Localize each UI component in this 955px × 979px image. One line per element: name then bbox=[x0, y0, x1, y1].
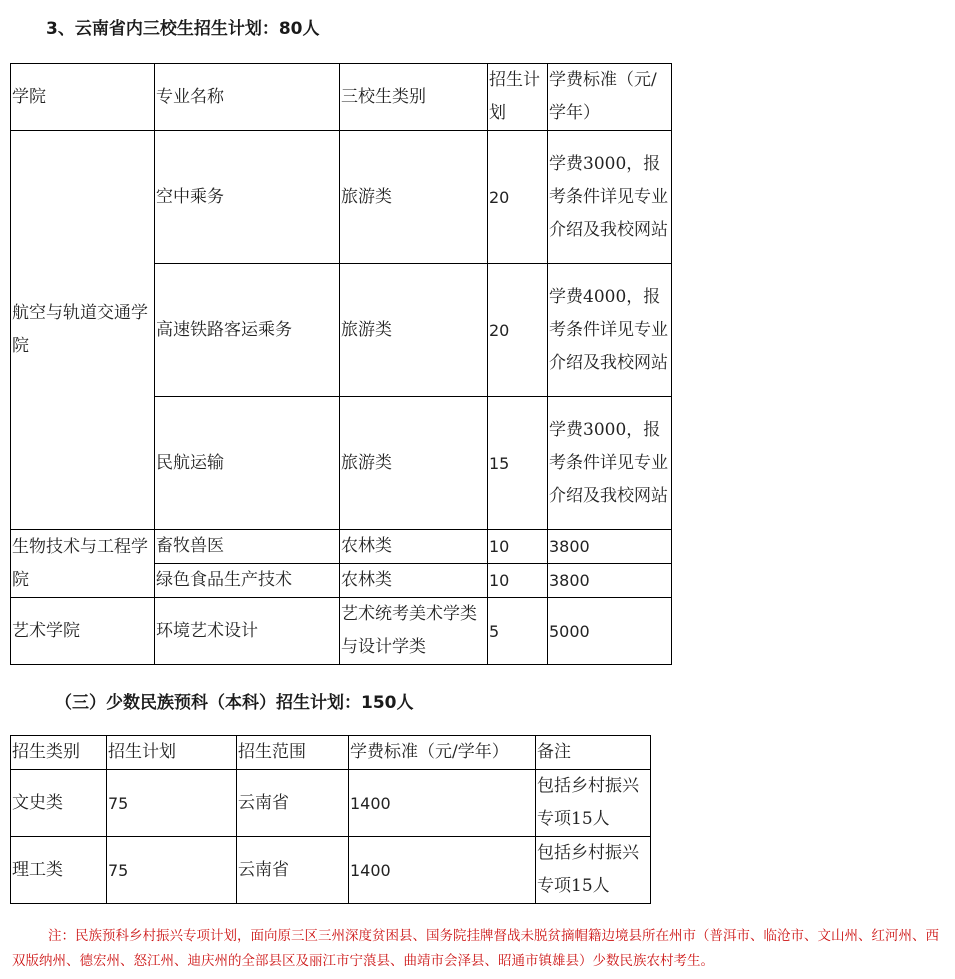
header-category: 三校生类别 bbox=[340, 64, 488, 131]
table-header-row bbox=[11, 64, 672, 131]
major-cell: 民航运输 bbox=[155, 397, 340, 530]
header-college: 学院 bbox=[11, 64, 155, 131]
plan-cell: 15 bbox=[488, 397, 548, 530]
fee-cell: 3800 bbox=[548, 564, 672, 598]
header-type: 招生类别 bbox=[11, 736, 107, 770]
table-row bbox=[11, 770, 651, 837]
header-remark: 备注 bbox=[536, 736, 651, 770]
college-cell: 航空与轨道交通学院 bbox=[11, 131, 155, 530]
header-plan: 招生计划 bbox=[488, 64, 548, 131]
header-fee: 学费标准（元/学年） bbox=[548, 64, 672, 131]
plan-cell: 20 bbox=[488, 264, 548, 397]
fee-cell: 5000 bbox=[548, 598, 672, 665]
plan-cell: 5 bbox=[488, 598, 548, 665]
range-cell: 云南省 bbox=[237, 770, 349, 837]
major-cell: 绿色食品生产技术 bbox=[155, 564, 340, 598]
table-row bbox=[11, 131, 672, 264]
footnote: 注：民族预科乡村振兴专项计划，面向原三区三州深度贫困县、国务院挂牌督战未脱贫摘帽籍边境县所在州市（普洱市、临沧市、文山州、红河州、西双版纳州、德宏州、怒江州、迪庆州的全部县区及丽江市宁蒗县、曲靖市会泽县、昭通市镇雄县）少数民族农村考生。 bbox=[12, 928, 939, 969]
plan-cell: 10 bbox=[488, 530, 548, 564]
table-row bbox=[11, 530, 672, 564]
fee-cell: 学费3000，报考条件详见专业介绍及我校网站 bbox=[548, 397, 672, 530]
minority-plan-table bbox=[10, 735, 651, 904]
major-cell: 高速铁路客运乘务 bbox=[155, 264, 340, 397]
header-range: 招生范围 bbox=[237, 736, 349, 770]
category-cell: 农林类 bbox=[340, 564, 488, 598]
category-cell: 旅游类 bbox=[340, 131, 488, 264]
plan-cell: 75 bbox=[107, 837, 237, 904]
category-cell: 农林类 bbox=[340, 530, 488, 564]
college-cell: 生物技术与工程学院 bbox=[11, 530, 155, 598]
type-cell: 文史类 bbox=[11, 770, 107, 837]
type-cell: 理工类 bbox=[11, 837, 107, 904]
major-cell: 畜牧兽医 bbox=[155, 530, 340, 564]
table-row bbox=[11, 598, 672, 665]
plan-cell: 75 bbox=[107, 770, 237, 837]
three-school-plan-table bbox=[10, 63, 672, 665]
remark-cell: 包括乡村振兴专项15人 bbox=[536, 770, 651, 837]
range-cell: 云南省 bbox=[237, 837, 349, 904]
category-cell: 艺术统考美术学类与设计学类 bbox=[340, 598, 488, 665]
minority-section-title: （三）少数民族预科（本科）招生计划：150人 bbox=[55, 693, 414, 713]
fee-cell: 1400 bbox=[349, 770, 536, 837]
remark-cell: 包括乡村振兴专项15人 bbox=[536, 837, 651, 904]
major-cell: 环境艺术设计 bbox=[155, 598, 340, 665]
category-cell: 旅游类 bbox=[340, 397, 488, 530]
fee-cell: 学费4000，报考条件详见专业介绍及我校网站 bbox=[548, 264, 672, 397]
fee-cell: 3800 bbox=[548, 530, 672, 564]
fee-cell: 学费3000，报考条件详见专业介绍及我校网站 bbox=[548, 131, 672, 264]
plan-cell: 20 bbox=[488, 131, 548, 264]
table-header-row bbox=[11, 736, 651, 770]
table-row bbox=[11, 837, 651, 904]
college-cell: 艺术学院 bbox=[11, 598, 155, 665]
header-plan: 招生计划 bbox=[107, 736, 237, 770]
header-major: 专业名称 bbox=[155, 64, 340, 131]
plan-cell: 10 bbox=[488, 564, 548, 598]
fee-cell: 1400 bbox=[349, 837, 536, 904]
header-fee: 学费标准（元/学年） bbox=[349, 736, 536, 770]
section-3-title: 3、云南省内三校生招生计划：80人 bbox=[46, 19, 320, 39]
major-cell: 空中乘务 bbox=[155, 131, 340, 264]
category-cell: 旅游类 bbox=[340, 264, 488, 397]
